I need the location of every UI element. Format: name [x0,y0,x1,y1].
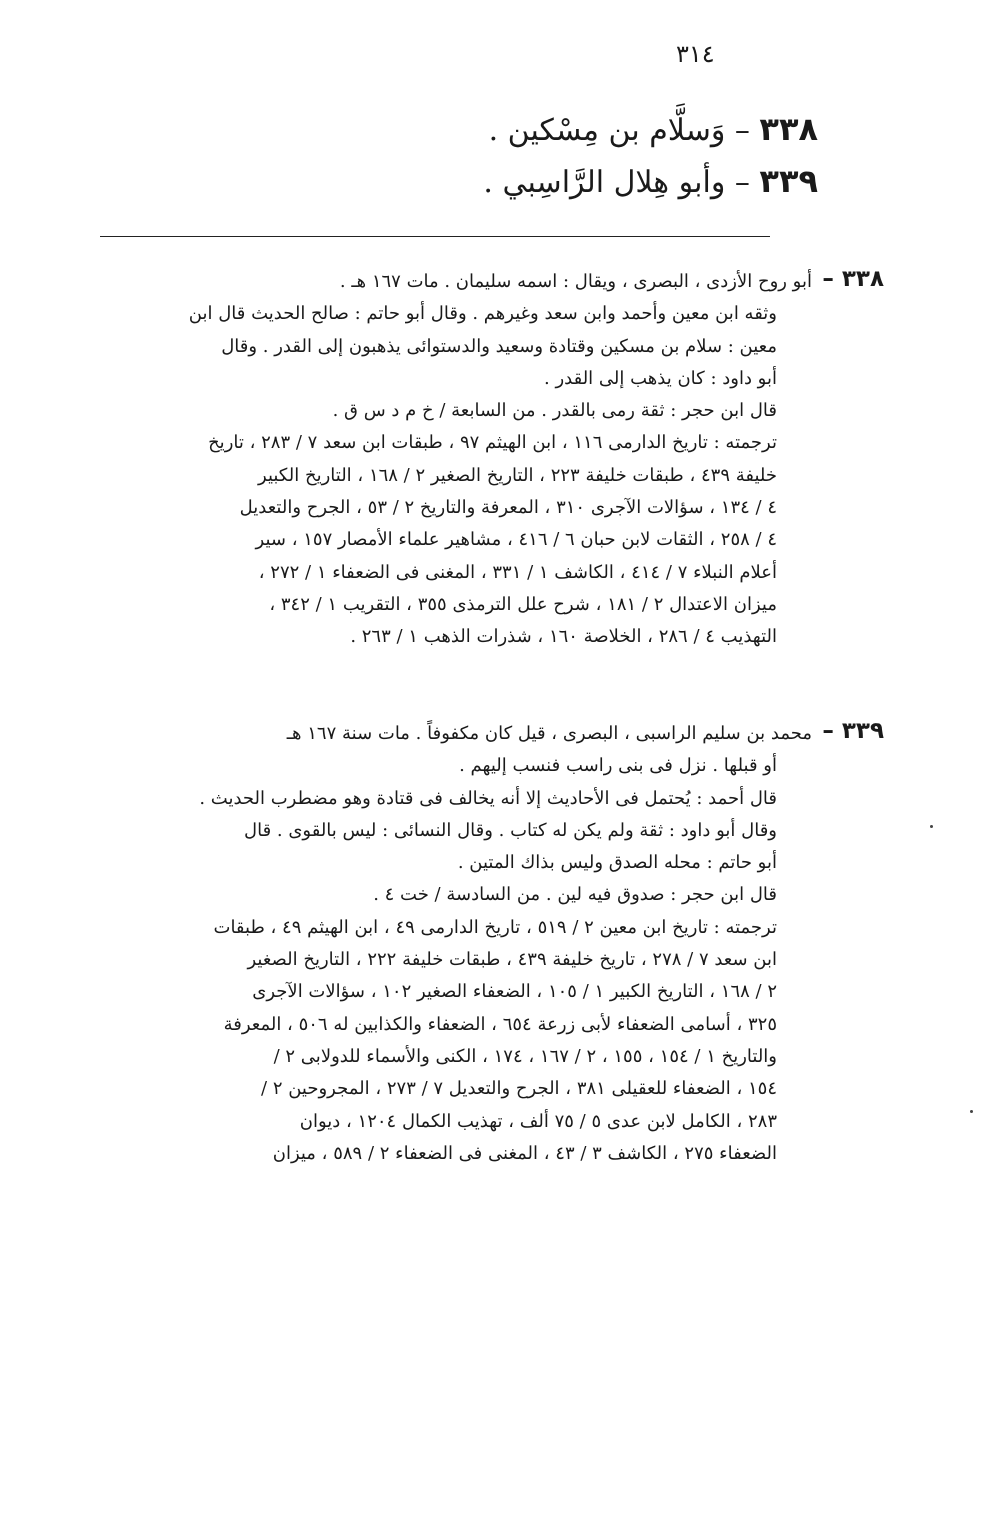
text-line: قال ابن حجر : ثقة رمى بالقدر . من السابعة / خ م د س ق . [332,400,777,422]
text-line: ٤ / ١٣٤ ، سؤالات الآجرى ٣١٠ ، المعرفة والتاريخ ٢ / ٥٣ ، الجرح والتعديل [239,497,777,519]
text-line: الضعفاء ٢٧٥ ، الكاشف ٣ / ٤٣ ، المغنى فى الضعفاء ٢ / ٥٨٩ ، ميزان [272,1142,777,1164]
text-line: أبو حاتم : محله الصدق وليس بذاك المتين . [457,852,777,874]
text-line: وثقه ابن معين وأحمد وابن سعد وغيرهم . وقال أبو حاتم : صالح الحديث قال ابن [188,303,777,325]
text-line: التهذيب ٤ / ٢٨٦ ، الخلاصة ١٦٠ ، شذرات الذهب ١ / ٢٦٣ . [350,626,777,648]
text-line: أبو داود : كان يذهب إلى القدر . [544,367,777,389]
scan-speck [970,1110,973,1113]
entry-number: ٣٣٩ – [822,718,884,744]
text-line: ٤ / ٢٥٨ ، الثقات لابن حبان ٦ / ٤١٦ ، مشاهير علماء الأمصار ١٥٧ ، سير [255,529,777,551]
heading-number: ٣٣٨ [759,110,818,148]
text-line: ترجمته : تاريخ ابن معين ٢ / ٥١٩ ، تاريخ الدارمى ٤٩ ، ابن الهيثم ٤٩ ، طبقات [213,916,777,938]
heading-text: – وأبو هِلال الرَّاسِبي . [483,165,750,200]
text-line: ١٥٤ ، الضعفاء للعقيلى ٣٨١ ، الجرح والتعديل ٧ / ٢٧٣ ، المجروحين ٢ / [261,1078,777,1100]
text-line: ترجمته : تاريخ الدارمى ١١٦ ، ابن الهيثم ٩٧ ، طبقات ابن سعد ٧ / ٢٨٣ ، تاريخ [208,432,777,454]
text-line: ٣٢٥ ، أسامى الضعفاء لأبى زرعة ٦٥٤ ، الضعفاء والكذابين له ٥٠٦ ، المعرفة [223,1013,777,1035]
text-line: ٢٨٣ ، الكامل لابن عدى ٥ / ٧٥ ألف ، تهذيب الكمال ١٢٠٤ ، ديوان [299,1110,777,1132]
page-number: ٣١٤ [676,40,715,68]
text-line: ٢ / ١٦٨ ، التاريخ الكبير ١ / ١٠٥ ، الضعفاء الصغير ١٠٢ ، سؤالات الآجرى [252,981,777,1003]
text-line: قال أحمد : يُحتمل فى الأحاديث إلا أنه يخالف فى قتادة وهو مضطرب الحديث . [199,787,777,809]
text-line: ابن سعد ٧ / ٢٧٨ ، تاريخ خليفة ٤٣٩ ، طبقات خليفة ٢٢٢ ، التاريخ الصغير [247,949,777,971]
heading-text: – وَسلَّام بن مِسْكين . [488,113,750,148]
text-line: والتاريخ ١ / ١٥٤ ، ١٥٥ ، ٢ / ١٦٧ ، ١٧٤ ، الكنى والأسماء للدولابى ٢ / [273,1045,777,1067]
heading-entry-338 [489,110,818,148]
footnote-entry-338 [112,266,884,654]
text-line: قال ابن حجر : صدوق فيه لين . من السادسة / خت ٤ . [373,884,777,906]
text-line: معين : سلام بن مسكين وقتادة وسعيد والدستوائى يذهبون إلى القدر . وقال [221,335,777,357]
footnote-divider [100,236,770,237]
text-line: محمد بن سليم الراسبى ، البصرى ، قيل كان مكفوفاً . مات سنة ١٦٧ هـ [286,723,812,744]
text-line: أو قبلها . نزل فى بنى راسب فنسب إليهم . [459,755,777,777]
footnote-entry-339 [112,718,884,1170]
text-line: أعلام النبلاء ٧ / ٤١٤ ، الكاشف ١ / ٣٣١ ، المغنى فى الضعفاء ١ / ٢٧٢ ، [258,561,777,583]
text-line: ميزان الاعتدال ٢ / ١٨١ ، شرح علل الترمذى ٣٥٥ ، التقريب ١ / ٣٤٢ ، [269,593,777,615]
text-line: أبو روح الأزدى ، البصرى ، ويقال : اسمه سليمان . مات ١٦٧ هـ . [339,271,812,292]
entry-number: ٣٣٨ – [822,266,884,292]
scan-speck [930,825,933,828]
heading-number: ٣٣٩ [759,162,818,200]
text-line: وقال أبو داود : ثقة ولم يكن له كتاب . وقال النسائى : ليس بالقوى . قال [244,819,777,841]
heading-entry-339 [483,162,818,200]
text-line: خليفة ٤٣٩ ، طبقات خليفة ٢٢٣ ، التاريخ الصغير ٢ / ١٦٨ ، التاريخ الكبير [258,464,777,486]
